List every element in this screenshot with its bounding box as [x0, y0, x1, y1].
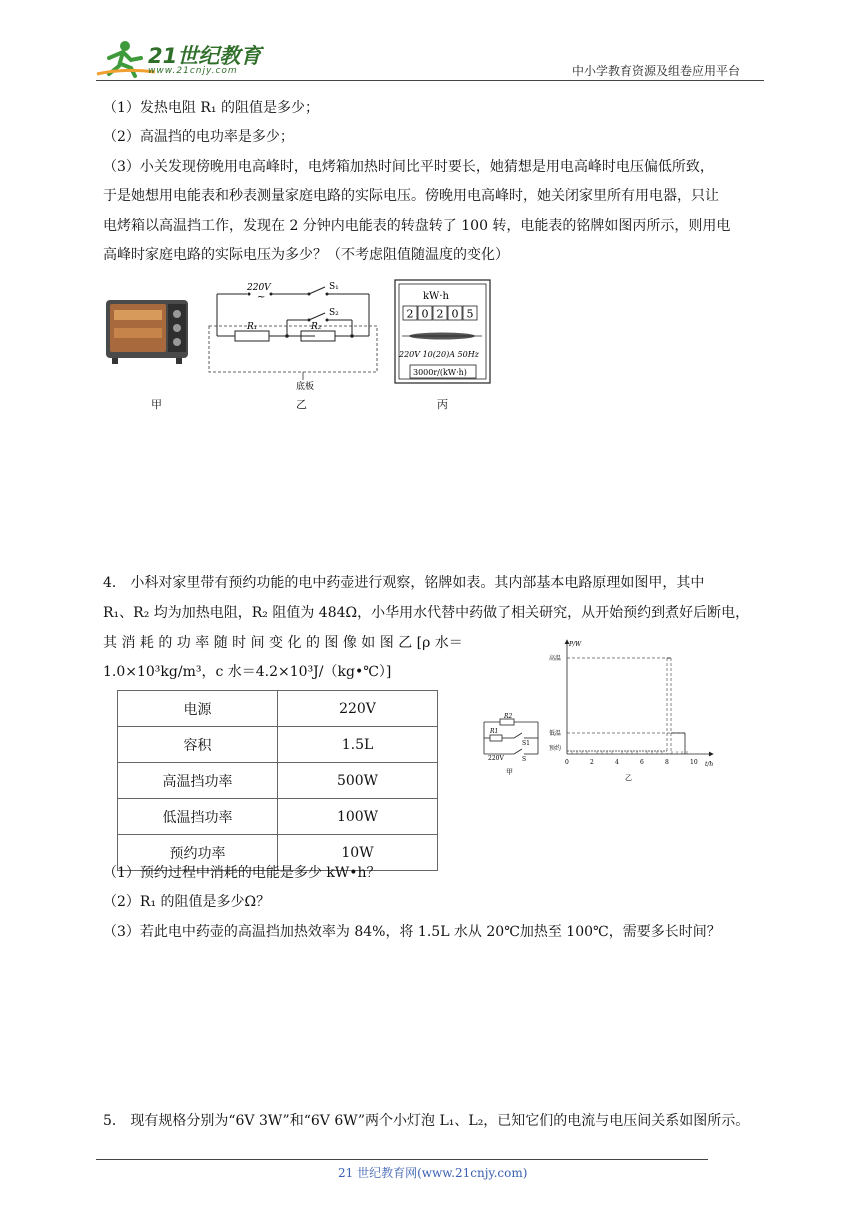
q3-sub3-line3: 电烤箱以高温挡工作，发现在 2 分钟内电能表的转盘转了 100 转，电能表的铭牌如图丙所示，则用电 — [103, 218, 731, 234]
q4-sub3: （3）若此电中药壶的高温挡加热效率为 84%，将 1.5L 水从 20℃加热至 100℃，需要多长时间？ — [103, 924, 721, 940]
fig-label-jia: 甲 — [151, 398, 162, 411]
small-s1-label: S1 — [522, 740, 530, 747]
circuit-s1-label: S₁ — [329, 282, 339, 292]
graph-x-tick-label: 4 — [615, 759, 619, 766]
graph-x-tick-label: 2 — [590, 759, 594, 766]
teapot-circuit-diagram — [478, 712, 544, 780]
power-time-graph — [545, 636, 725, 784]
q3-sub3-line2: 于是她想用电能表和秒表测量家庭电路的实际电压。傍晚用电高峰时，她关闭家里所有用电器，只让 — [103, 188, 719, 204]
spec-table-key: 低温挡功率 — [118, 799, 278, 835]
energy-meter — [394, 279, 491, 384]
graph-y-axis-label: P/W — [569, 641, 582, 648]
footer-rule — [96, 1159, 708, 1160]
graph-x-axis-label: t/h — [705, 761, 714, 768]
q4-sub1: （1）预约过程中消耗的电能是多少 kW•h？ — [103, 865, 381, 881]
small-s-label: S — [522, 756, 527, 763]
spec-table-value: 100W — [278, 799, 438, 835]
spec-table-row — [118, 763, 438, 799]
graph-x-tick-label: 10 — [690, 759, 698, 766]
footer-text: 21 世纪教育网(www.21cnjy.com) — [338, 1166, 528, 1180]
graph-x-tick-label: 8 — [665, 759, 669, 766]
spec-table-key: 电源 — [118, 691, 278, 727]
q3-sub3-line4: 高峰时家庭电路的实际电压为多少？（不考虑阻值随温度的变化） — [103, 247, 509, 263]
logo-title: 21世纪教育 — [148, 44, 262, 68]
q3-sub1: （1）发热电阻 R₁ 的阻值是多少； — [103, 100, 319, 116]
spec-table-row — [118, 727, 438, 763]
oven-image — [104, 296, 190, 366]
spec-table-row — [118, 691, 438, 727]
q4-intro-line4: 1.0×10³kg/m³，c 水＝4.2×10³J/（kg•℃）] — [103, 664, 392, 680]
small-voltage-label: 220V — [488, 755, 504, 762]
q4-intro-line3: 其 消 耗 的 功 率 随 时 间 变 化 的 图 像 如 图 乙 [ρ 水＝ — [103, 635, 463, 651]
spec-table-value: 1.5L — [278, 727, 438, 763]
graph-caption: 乙 — [625, 774, 632, 782]
meter-rev: 3000r/(kW·h) — [413, 368, 467, 377]
spec-table-value: 10W — [278, 835, 438, 871]
spec-table-key: 高温挡功率 — [118, 763, 278, 799]
q3-sub2: （2）高温挡的电功率是多少； — [103, 129, 294, 145]
small-circuit-caption: 甲 — [506, 768, 513, 776]
graph-y-label-high: 高温 — [549, 655, 562, 662]
header-platform-text: 中小学教育资源及组卷应用平台 — [572, 64, 741, 78]
circuit-r1-label: R₁ — [247, 322, 258, 332]
meter-digit: 2 — [436, 307, 444, 321]
graph-x-tick-label: 6 — [640, 759, 644, 766]
spec-table — [117, 690, 438, 871]
spec-table-row — [118, 799, 438, 835]
spec-table-value: 220V — [278, 691, 438, 727]
circuit-r2-label: R₂ — [311, 322, 322, 332]
small-r1-label: R1 — [490, 728, 499, 735]
circuit-ac-symbol: ~ — [257, 292, 266, 303]
q4-sub2: （2）R₁ 的阻值是多少Ω？ — [103, 894, 271, 910]
q3-sub3-line1: （3）小关发现傍晚用电高峰时，电烤箱加热时间比平时要长，她猜想是用电高峰时电压偏低所致， — [103, 159, 714, 175]
meter-spec: 220V 10(20)A 50Hz — [399, 350, 479, 359]
graph-y-label-reserve: 预约 — [549, 745, 562, 752]
logo-url: www.21cnjy.com — [148, 66, 238, 76]
fig-label-yi: 乙 — [296, 398, 307, 411]
q4-intro-line2: R₁、R₂ 均为加热电阻，R₂ 阻值为 484Ω，小华用水代替中药做了相关研究，从开始预约到煮好后断电， — [103, 605, 750, 621]
meter-digit: 0 — [421, 307, 429, 321]
meter-digit: 2 — [406, 307, 414, 321]
header-rule — [96, 80, 764, 81]
spec-table-key: 容积 — [118, 727, 278, 763]
graph-y-label-low: 低温 — [549, 730, 562, 737]
meter-digit: 0 — [451, 307, 459, 321]
small-r2-label: R2 — [504, 713, 513, 720]
circuit-base-label: 底板 — [296, 382, 315, 390]
circuit-voltage-label: 220V — [247, 283, 271, 293]
meter-digit: 5 — [466, 307, 474, 321]
circuit-s2-label: S₂ — [329, 308, 339, 318]
graph-x-tick-label: 0 — [565, 759, 569, 766]
fig-label-bing: 丙 — [437, 398, 448, 411]
q4-intro-line1: 4． 小科对家里带有预约功能的电中药壶进行观察，铭牌如表。其内部基本电路原理如图甲，其中 — [103, 575, 705, 591]
oven-circuit-diagram — [205, 280, 381, 390]
q5-text: 5． 现有规格分别为“6V 3W”和“6V 6W”两个小灯泡 L₁、L₂，已知它们的电流与电压间关系如图所示。 — [103, 1113, 750, 1129]
spec-table-key: 预约功率 — [118, 835, 278, 871]
spec-table-value: 500W — [278, 763, 438, 799]
meter-unit: kW·h — [423, 291, 449, 302]
